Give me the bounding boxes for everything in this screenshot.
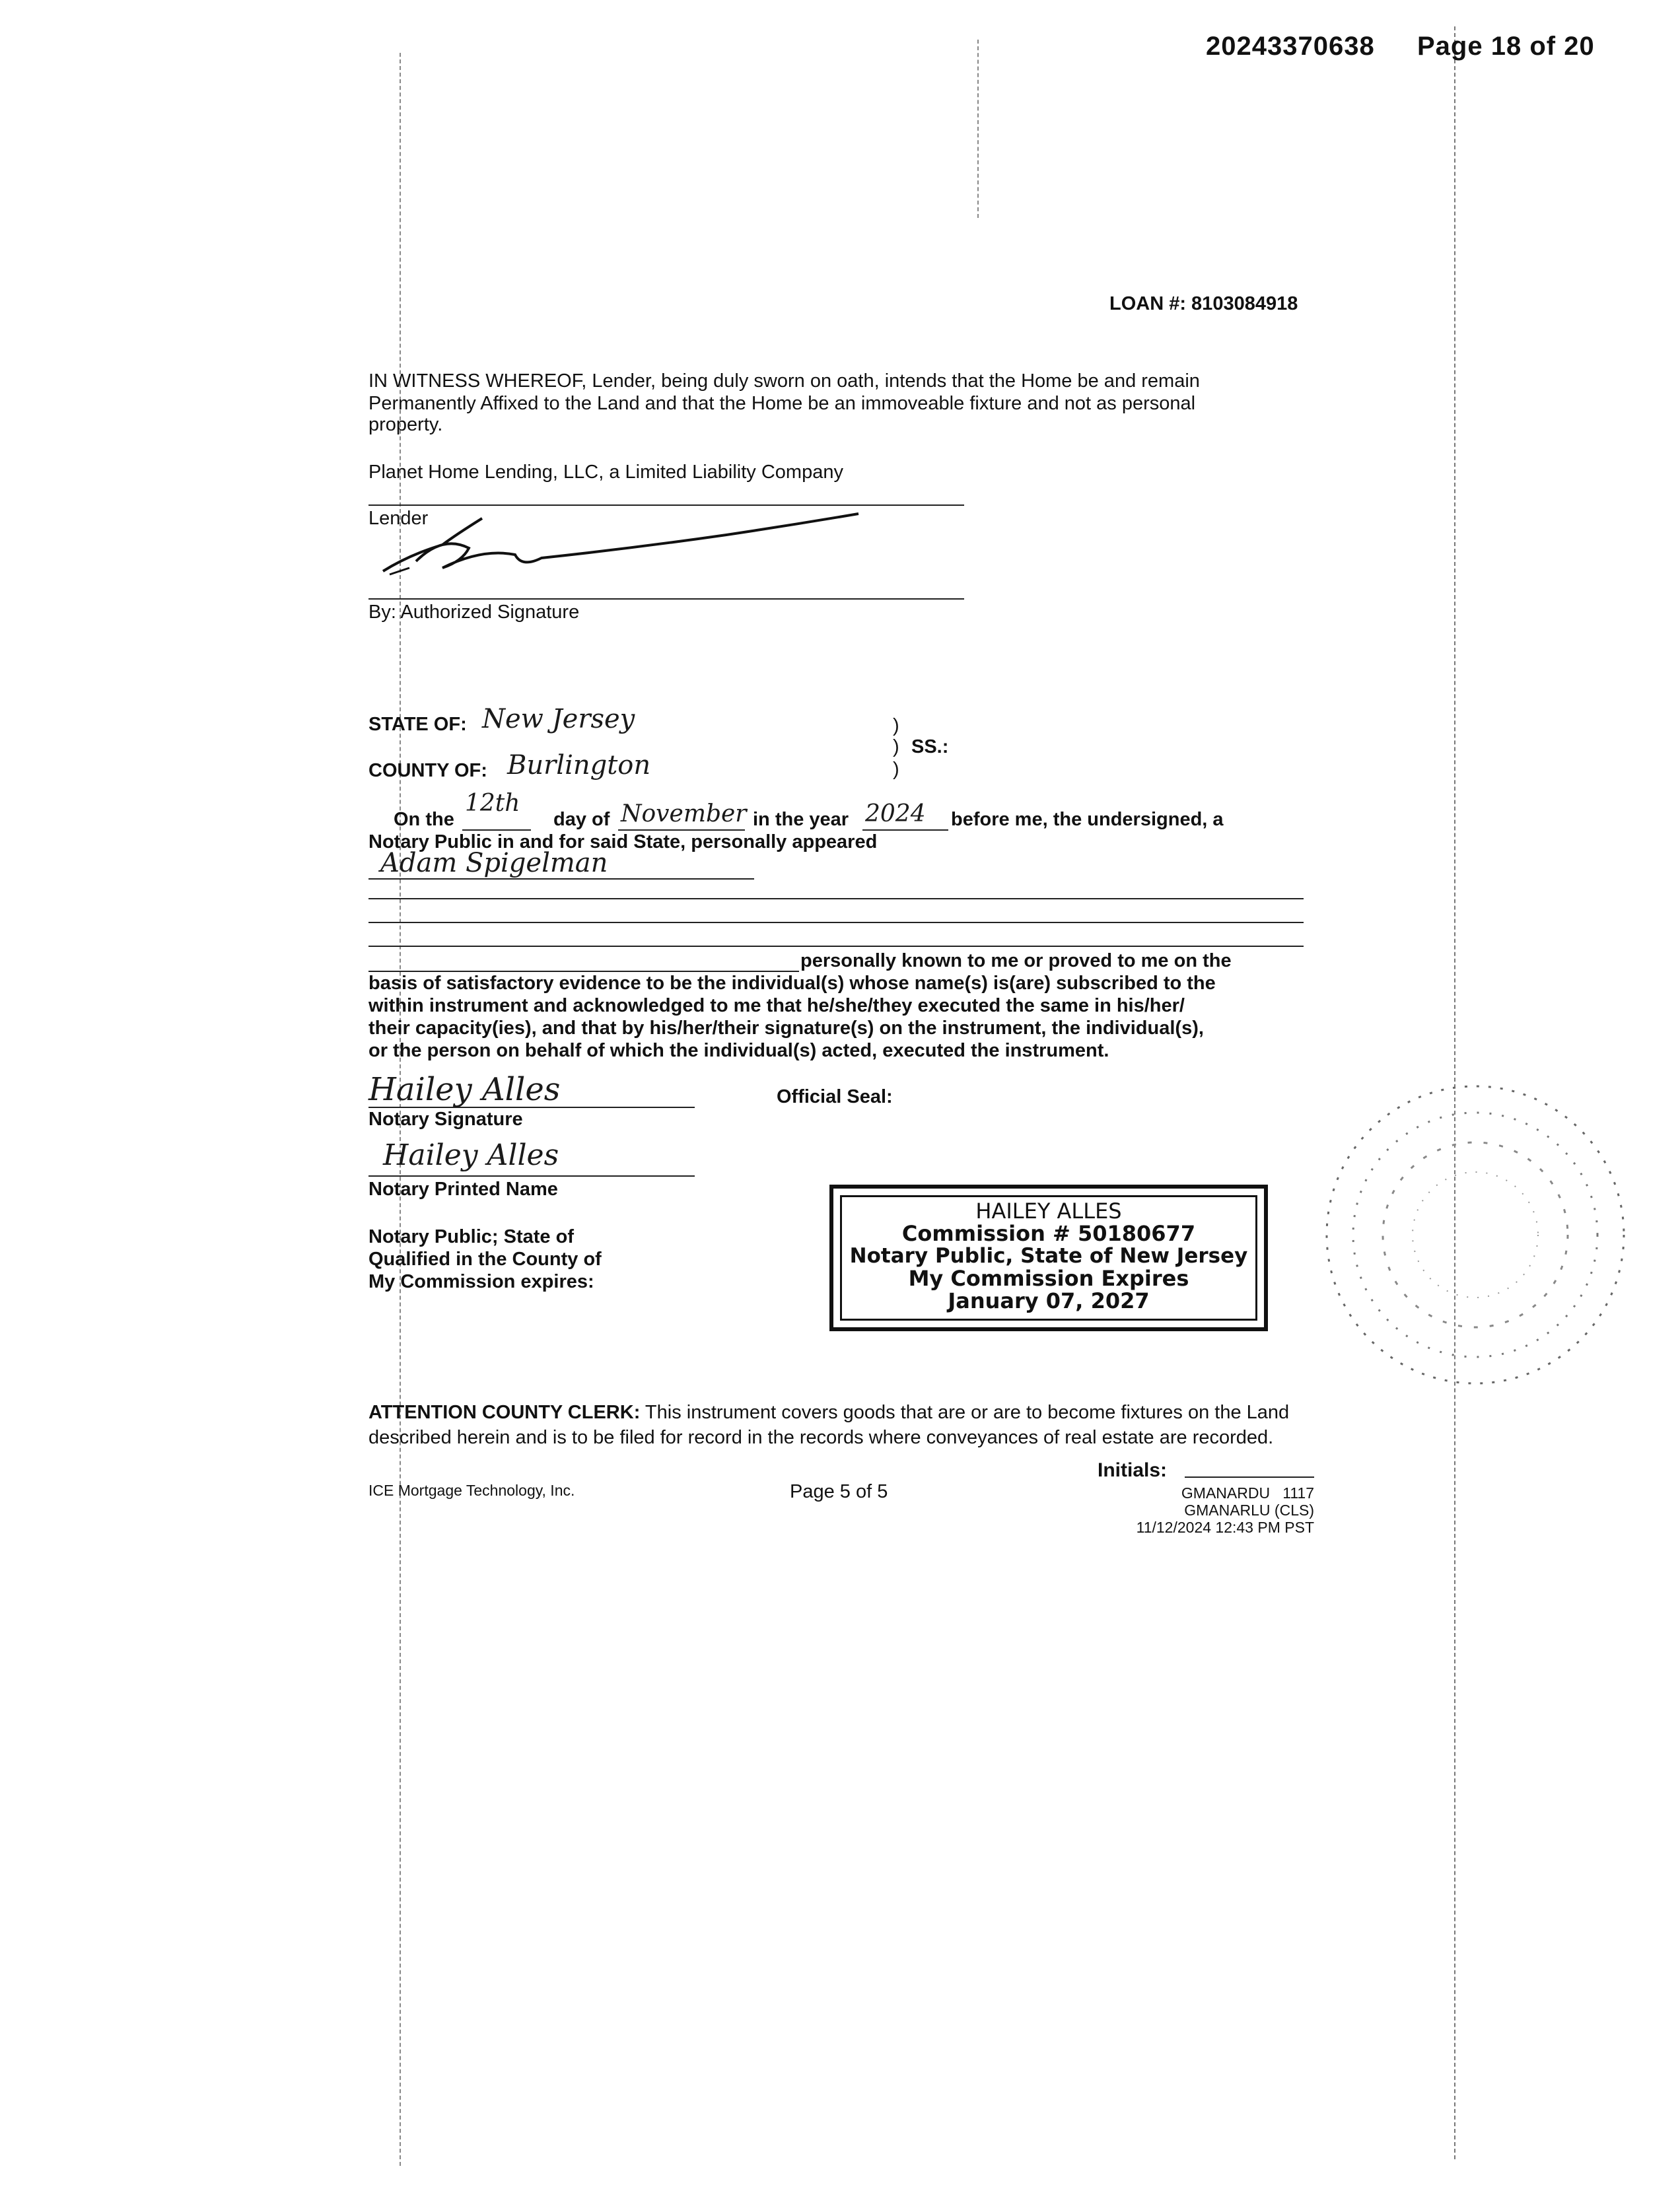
lender-signature: [370, 508, 872, 581]
by-authorized-signature: By: Authorized Signature: [368, 602, 580, 623]
attention-text-1: This instrument covers goods that are or are to become fixtures on the Land: [645, 1402, 1290, 1423]
ack-line-3: within instrument and acknowledged to me that he/she/they executed the same in his/her/: [368, 995, 1185, 1016]
footer-form-1: GMANARDU 1117: [1181, 1484, 1314, 1502]
county-of-value: Burlington: [507, 750, 651, 781]
doc-number: 20243370638: [1206, 32, 1375, 61]
paren-3: ): [893, 759, 899, 780]
state-of-label: STATE OF:: [368, 714, 467, 735]
stamp-expires-label: My Commission Expires: [908, 1266, 1189, 1291]
initials-line: [1185, 1476, 1314, 1478]
in-the-year-label: in the year: [753, 809, 849, 830]
month-value: November: [621, 800, 747, 827]
appeared-line-3: [368, 922, 1304, 923]
notary-state-line: Notary Public; State of: [368, 1226, 574, 1247]
appeared-line-1: [368, 878, 754, 880]
appeared-line-4: [368, 946, 1304, 947]
footer-vendor: ICE Mortgage Technology, Inc.: [368, 1482, 575, 1499]
scan-line-mid: [977, 40, 979, 218]
embossed-seal: [1310, 1076, 1640, 1393]
notary-printed-label: Notary Printed Name: [368, 1179, 558, 1200]
attention-label: ATTENTION COUNTY CLERK:: [368, 1402, 641, 1423]
stamp-name: HAILEY ALLES: [975, 1198, 1122, 1224]
stamp-title: Notary Public, State of New Jersey: [849, 1244, 1248, 1268]
appeared-line-2: [368, 898, 1304, 899]
lender-label: Lender: [368, 508, 429, 529]
witness-line-3: property.: [368, 414, 443, 435]
notary-stamp: [829, 1185, 1268, 1331]
witness-line-1: IN WITNESS WHEREOF, Lender, being duly sworn on oath, intends that the Home be and remain: [368, 370, 1200, 392]
paren-2: ): [893, 736, 899, 757]
on-the-label: On the: [394, 809, 454, 830]
state-of-value: New Jersey: [482, 704, 635, 734]
year-value: 2024: [865, 800, 926, 827]
loan-number: LOAN #: 8103084918: [1109, 293, 1298, 314]
notary-printed-value: Hailey Alles: [383, 1138, 559, 1172]
witness-line-2: Permanently Affixed to the Land and that the Home be an immoveable fixture and not as personal: [368, 393, 1196, 414]
ack-line-2: basis of satisfactory evidence to be the individual(s) whose name(s) is(are) subscribed to the: [368, 973, 1216, 994]
stamp-commission: Commission # 50180677: [901, 1221, 1196, 1246]
footer-form-2: GMANARLU (CLS): [1184, 1502, 1314, 1519]
attention-line-1: [368, 1401, 1289, 1424]
county-of-label: COUNTY OF:: [368, 760, 487, 781]
official-seal-label: Official Seal:: [777, 1086, 893, 1107]
by-line: [368, 598, 964, 600]
ack-line-4: their capacity(ies), and that by his/her/their signature(s) on the instrument, the individual(s),: [368, 1018, 1204, 1039]
notary-expires-line: My Commission expires:: [368, 1271, 594, 1292]
notary-signature-value: Hailey Alles: [368, 1071, 561, 1108]
footer-timestamp: 11/12/2024 12:43 PM PST: [1136, 1519, 1314, 1536]
ack-line-1: personally known to me or proved to me on the: [800, 950, 1232, 971]
initials-label: Initials:: [1098, 1459, 1168, 1481]
lender-line: [368, 504, 964, 506]
notary-printed-line: [368, 1175, 695, 1177]
notary-public-line: Notary Public in and for said State, personally appeared: [368, 831, 878, 852]
attention-line-2: described herein and is to be filed for record in the records where conveyances of real estate are recorded.: [368, 1427, 1274, 1448]
page-label: Page 18 of 20: [1417, 32, 1595, 61]
lender-company: Planet Home Lending, LLC, a Limited Liability Company: [368, 462, 843, 483]
notary-signature-label: Notary Signature: [368, 1109, 523, 1130]
appeared-name: Adam Spigelman: [380, 848, 608, 878]
stamp-expires-date: January 07, 2027: [948, 1288, 1150, 1313]
paren-1: ): [893, 715, 899, 736]
ss-label: SS.:: [911, 736, 949, 757]
before-me-text: before me, the undersigned, a: [951, 809, 1224, 830]
ack-line-5: or the person on behalf of which the individual(s) acted, executed the instrument.: [368, 1040, 1109, 1061]
notary-county-line: Qualified in the County of: [368, 1249, 602, 1270]
footer-page: Page 5 of 5: [790, 1481, 888, 1502]
day-of-label: day of: [553, 809, 610, 830]
day-value: 12th: [465, 790, 520, 817]
